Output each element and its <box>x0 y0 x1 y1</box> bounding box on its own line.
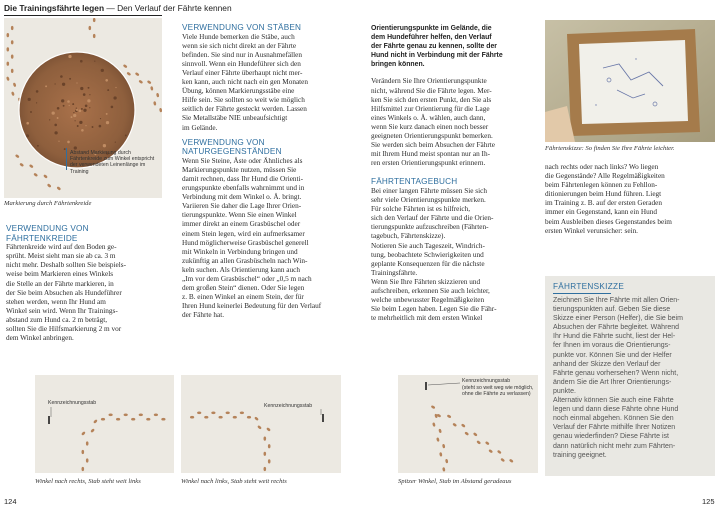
footprint <box>11 69 14 73</box>
footprint <box>93 18 96 22</box>
soil-speck <box>80 87 83 90</box>
text-line: tagebuch, Fährtenskizze). <box>371 232 446 241</box>
header-dash: — <box>106 3 115 13</box>
info-line: anhand der Skizze den Verlauf der <box>553 360 661 368</box>
info-line: noch einmal abgehen. Können Sie den <box>553 415 674 423</box>
soil-speck <box>67 141 70 144</box>
text-line: der Fährte hat. <box>182 311 225 320</box>
figure-3-label: Kennzeichnungsstab <box>462 378 511 384</box>
info-box-rule <box>553 293 611 294</box>
footprint <box>86 441 89 445</box>
text-line: wenn Sie kurz danach einen noch besser <box>371 122 489 131</box>
text-line: Für solche Fährten ist es hilfreich, <box>371 205 471 214</box>
info-box-faehrtenskizze <box>545 276 715 476</box>
text-line: keln suchen. Als Orientierung kann auch <box>182 265 300 274</box>
soil-speck <box>49 119 50 120</box>
soil-speck <box>89 94 90 95</box>
photo-sketch-board <box>545 20 715 142</box>
soil-speck <box>101 69 104 72</box>
text-line: Viele Hunde bemerken die Stäbe, auch <box>182 32 295 41</box>
footprint <box>82 467 85 471</box>
soil-speck <box>71 116 73 118</box>
info-line: Verlauf der Fährte mithilfe Ihrer Notizen <box>553 424 676 432</box>
soil-speck <box>54 131 57 134</box>
figure-2-diagram <box>181 375 341 473</box>
photo-caption-right: Fährtenskizze: So finden Sie Ihre Fährte leichter. <box>545 145 675 152</box>
header-rule <box>4 15 162 16</box>
text-line: befinden. Sie sind nur in Ausnahmefällen <box>182 50 303 59</box>
soil-speck <box>80 60 83 63</box>
text-line: sehr viele Orientierungspunkte merken. <box>371 196 486 205</box>
text-line: „Im vor dem Grasbüschel“ oder „0,5 m nach <box>182 275 312 284</box>
figure-winkel-rechts <box>35 375 174 473</box>
footprint <box>257 425 262 430</box>
footprint <box>438 429 442 434</box>
text-line: ken kann, auch nicht nach ein gen Monaten <box>182 78 309 87</box>
info-line: fer Ihnen im voraus die Orientierungs- <box>553 342 671 350</box>
text-line: Hund möglicherweise Grasbüschel generell <box>182 238 309 247</box>
photo-image-right <box>545 20 715 142</box>
text-line: sprüht. Meist sieht man sie ab ca. 3 m <box>6 252 116 261</box>
text-line: beim Ausbleiben dieses Gegenstandes beim <box>545 217 672 226</box>
footprint <box>485 441 490 446</box>
text-line: nicht, während Sie die Fährte legen. Mer- <box>371 86 492 95</box>
soil-speck <box>62 83 65 86</box>
column-3 <box>371 24 536 323</box>
soil-speck <box>52 111 55 114</box>
soil-speck <box>58 141 59 142</box>
text-line: der Sie beim Absuchen als Hundeführer <box>6 288 122 297</box>
text-line: geeigneten Orientierungspunkt bemerken. <box>371 132 493 141</box>
soil-speck <box>68 55 71 58</box>
footprint <box>93 34 96 38</box>
info-line: Absuchen der Fährte begleitet. Während <box>553 324 680 332</box>
text-line: Verändern Sie Ihre Orientierungspunkte <box>371 77 487 86</box>
text-line: tierungspunkte aufzuschreiben (Fährten- <box>371 223 489 232</box>
soil-speck <box>36 102 37 103</box>
text-line: Ihren Hund keinerlei Bedeutung für den Verlauf <box>182 302 322 311</box>
footprint <box>488 449 493 454</box>
text-line: Verlauf einer Fährte überhaupt nicht mer- <box>182 68 303 77</box>
soil-speck <box>115 142 116 143</box>
text-line: Wenn Sie Ihre Fährten skizzieren und <box>371 277 481 286</box>
page-number-left: 124 <box>4 497 17 506</box>
text-line: abstand zum Hund ca. 2 m beträgt, <box>6 315 108 324</box>
soil-speck <box>85 105 88 108</box>
text-line: Übung, können Markierungsstäbe eine <box>182 87 295 96</box>
col3-text-1 <box>371 77 536 168</box>
soil-speck <box>63 105 65 107</box>
text-line: sinnvoll. Wenn ein Hundeführer sich den <box>182 59 301 68</box>
figure-2-label: Kennzeichnungsstab <box>264 403 313 409</box>
text-line: nach rechts oder nach links? Wo liegen <box>545 163 659 171</box>
text-line: stehen werden, wenn Ihr Hund am <box>6 297 106 306</box>
footprint <box>464 431 469 436</box>
text-line: tierungspunkte. Wenn Sie einen Winkel <box>182 211 297 220</box>
soil-speck <box>76 82 77 83</box>
figure-1-label: Kennzeichnungsstab <box>48 400 97 406</box>
soil-speck <box>94 61 95 62</box>
annotation-line <box>66 148 67 170</box>
info-line: Alternativ können Sie auch eine Fährte <box>553 397 674 405</box>
soil-speck <box>26 122 29 125</box>
text-line: Verbindung mit dem Winkel o. Ä. bringt. <box>182 193 302 202</box>
soil-speck <box>99 125 102 128</box>
text-line: ken Sie sich den ersten Punkt, den Sie als <box>371 95 492 104</box>
svg-text:x: x <box>635 56 637 61</box>
text-line: aufschreiben, erkennen Sie auch leichter, <box>371 287 490 296</box>
soil-speck <box>81 129 84 132</box>
soil-speck <box>60 75 63 78</box>
footprint <box>436 437 440 442</box>
info-line: tierungspunkten auf. Geben Sie diese <box>553 306 671 314</box>
text-line: welche unbewusster Regelmäßigkeiten <box>371 296 485 305</box>
footprint <box>461 423 466 428</box>
text-line: weise beim Markieren eines Winkels <box>6 270 114 279</box>
footprint <box>264 467 267 471</box>
soil-speck <box>73 112 74 113</box>
soil-speck <box>113 96 116 99</box>
soil-speck <box>67 100 70 103</box>
text-line: ersten Winkel verunsicher: sein. <box>545 226 638 235</box>
text-line: ren ersten Orientierungspunkt erinnern. <box>371 159 486 168</box>
footprint <box>116 418 120 421</box>
heading-staebe: VERWENDUNG VON STÄBEN <box>182 23 302 32</box>
svg-text:x: x <box>595 102 597 107</box>
figure-3-note: (steht so weit weg wie möglich, ohne die Fährte zu verlassen) <box>462 385 534 398</box>
text-line: seitlich der Fährte gesteckt werden. Lassen <box>182 105 307 114</box>
footprint <box>439 452 442 457</box>
text-line: ditionierungen beim Hund führen. Liegt <box>545 190 662 199</box>
text-line: die Gegenstände? Alle Regelmäßigkeiten <box>545 172 665 181</box>
intro-line: Hund nicht in Verbindung mit der Fährte <box>371 52 503 60</box>
soil-speck <box>125 134 127 136</box>
info-line: Fährte genau vorhersehen? Wenn nicht, <box>553 369 679 377</box>
soil-speck <box>89 107 90 108</box>
footprint <box>500 458 505 463</box>
text-line: damit rechnen, dass Ihr Hund die Orienti- <box>182 175 303 183</box>
info-line: punkte. <box>553 387 576 395</box>
header-topic: Den Verlauf der Fährte kennen <box>117 3 232 13</box>
info-line: ändern Sie die Art Ihrer Orientierungs- <box>553 378 672 386</box>
col2-text-2 <box>182 157 344 321</box>
footprint <box>445 459 448 464</box>
soil-speck <box>79 121 82 124</box>
footprint <box>154 414 158 417</box>
soil-speck <box>57 107 60 110</box>
footprint <box>11 55 14 59</box>
soil-speck <box>106 113 108 115</box>
text-line: einem Stein legen, wird ein aufmerksamer <box>182 229 305 238</box>
info-line: genau wiederfinden? Diese Fährte ist <box>553 433 669 441</box>
soil-speck <box>30 111 32 113</box>
soil-speck <box>75 120 76 121</box>
col1-text <box>6 243 164 343</box>
running-header <box>4 3 232 13</box>
text-line: dem großen Stein“ dienen. Oder Sie legen <box>182 284 305 293</box>
soil-speck <box>54 124 57 127</box>
text-line: Bei einer langen Fährte müssen Sie sich <box>371 187 487 195</box>
text-line: tung, beobachtete Schwierigkeiten und <box>371 250 484 259</box>
page-number-right: 125 <box>702 497 715 506</box>
footprint <box>6 47 9 51</box>
text-line: eines Winkels o. Ä. wählen, auch dann, <box>371 113 486 122</box>
text-line: mit Ihrem Hund meist spontan nur an Ih- <box>371 150 490 159</box>
footprint <box>264 437 267 441</box>
col2-text-1 <box>182 33 344 133</box>
soil-speck <box>57 117 59 119</box>
soil-speck <box>37 145 39 147</box>
text-line: Wenn Sie Steine, Äste oder Ähnliches als <box>182 156 303 165</box>
footprint <box>254 416 259 421</box>
footprint <box>452 423 457 428</box>
column-1 <box>6 224 164 343</box>
footprint <box>86 458 89 462</box>
footprint <box>11 26 14 30</box>
footprint <box>89 26 92 30</box>
text-line: zukünftig an allen Grasbüscheln nach Win- <box>182 256 308 265</box>
footprint <box>81 431 86 436</box>
intro-line: dem Hundeführer helfen, den Verlauf <box>371 34 492 42</box>
text-line: erungspunkte ebenfalls wahrnimmt und in <box>182 184 305 193</box>
text-line: im Gelände. <box>182 123 218 132</box>
footprint <box>247 416 251 419</box>
soil-speck <box>36 90 39 93</box>
soil-speck <box>83 93 86 96</box>
footprint <box>197 412 201 415</box>
soil-speck <box>76 108 77 109</box>
text-line: sich den Verlauf der Fährte und die Orien- <box>371 214 494 223</box>
footprint <box>101 418 105 421</box>
info-line: Skizze einer Person (Helfer), die Sie beim <box>553 315 683 323</box>
footprint <box>190 416 194 419</box>
footprint <box>264 452 267 456</box>
figure-1-caption: Winkel nach rechts, Stab steht weit links <box>35 478 141 485</box>
info-box-title: FÄHRTENSKIZZE <box>553 282 625 291</box>
column-4 <box>545 163 715 236</box>
soil-speck <box>111 106 114 109</box>
column-2 <box>182 23 344 321</box>
soil-speck <box>105 79 108 82</box>
intro-line: Orientierungspunkte im Gelände, die <box>371 25 492 32</box>
heading-naturgegenstaende: VERWENDUNG VON NATURGEGENSTÄNDEN <box>182 137 282 157</box>
photo-caption-left: Markierung durch Fährtenkreide <box>4 200 92 207</box>
figure-1-diagram <box>35 375 174 473</box>
heading-faehrtentagebuch: FÄHRTENTAGEBUCH <box>371 177 458 187</box>
soil-speck <box>87 99 90 102</box>
soil-speck <box>61 99 64 102</box>
info-line: Ihr Hund die Fährte sucht, liest der Hel- <box>553 333 676 341</box>
footprint <box>82 450 85 454</box>
footprint <box>146 418 150 421</box>
footprint <box>161 418 165 421</box>
soil-speck <box>28 98 31 101</box>
footprint <box>473 432 478 437</box>
figure-3-caption: Spitzer Winkel, Stab im Abstand geradeaus <box>398 478 512 485</box>
text-line: Markierungspunkte nutzen, müssen Sie <box>182 165 297 174</box>
text-line: Notieren Sie auch Tageszeit, Windrich- <box>371 241 485 250</box>
soil-speck <box>92 126 94 128</box>
text-line: Sie Metallstäbe NIE unbeaufsichtigt <box>182 114 288 123</box>
soil-speck <box>69 105 70 106</box>
footprint <box>7 62 10 66</box>
soil-speck <box>100 118 101 119</box>
soil-speck <box>103 144 106 147</box>
footprint <box>90 428 95 433</box>
footprint <box>447 414 452 418</box>
heading-kreide: VERWENDUNG VON FÄHRTENKREIDE <box>6 224 89 243</box>
footprint <box>509 459 514 464</box>
text-line: Winkel sein wird. Wenn Ihr Trainings- <box>6 306 118 315</box>
text-line: mit Winkeln in Verbindung bringen und <box>182 247 298 256</box>
marker-stake <box>425 382 427 390</box>
text-line: immer ein Gegenstand, kann ein Hund <box>545 208 657 217</box>
soil-speck <box>76 109 78 111</box>
footprint <box>7 33 10 37</box>
footprint <box>204 416 208 419</box>
intro-line: der Fährte genau zu kennen, sollte der <box>371 43 497 51</box>
footprint <box>124 414 128 417</box>
header-chapter: Die Trainingsfährte legen <box>4 3 105 13</box>
soil-speck <box>106 121 109 124</box>
soil-speck <box>77 125 79 127</box>
col3-text-2 <box>371 187 536 323</box>
info-line: punkte vor. Können Sie und der Helfer <box>553 351 672 359</box>
info-line: training geeignet. <box>553 451 607 459</box>
soil-speck <box>73 114 76 117</box>
col3-intro <box>371 24 536 69</box>
footprint <box>442 467 445 472</box>
info-box-text <box>553 296 711 460</box>
soil-speck <box>115 87 116 88</box>
footprint <box>442 444 445 449</box>
info-line: Zeichnen Sie Ihre Fährte mit allen Orien- <box>553 297 680 304</box>
marker-stake <box>48 416 50 424</box>
text-line: geplante Konsequenzen für die nächste <box>371 259 485 268</box>
footprint <box>266 427 271 432</box>
footprint <box>233 416 237 419</box>
soil-speck <box>85 125 86 126</box>
text-line: Trainingsfährte. <box>371 268 418 277</box>
footprint <box>131 418 135 421</box>
soil-speck <box>83 109 86 112</box>
footprint <box>268 459 271 463</box>
footprint <box>432 422 436 427</box>
text-line: Sie werden sich beim Absuchen der Fährte <box>371 141 496 150</box>
text-line: Hilfsmittel zur Orientierung für die Lage <box>371 104 490 113</box>
photo-annotation: Abstand Markierung durch Fährtenkreide zum Winkel entspricht der verwendeten Leinenlänge im Training <box>70 150 155 175</box>
marker-stake <box>322 414 324 422</box>
footprint <box>240 412 244 415</box>
figure-winkel-links <box>181 375 341 473</box>
text-line: Fährtenkreide wird auf den Boden ge- <box>6 243 117 252</box>
label-leader <box>428 383 460 385</box>
footprint <box>219 416 223 419</box>
footprint <box>211 412 215 415</box>
soil-speck <box>79 110 82 113</box>
footprint <box>497 450 502 455</box>
footprint <box>226 412 230 415</box>
text-line: dem Winkel anbringen. <box>6 334 74 343</box>
text-line: sollten Sie die Hilfsmarkierung 2 m vor <box>6 325 122 334</box>
soil-speck <box>45 85 47 87</box>
soil-speck <box>55 83 56 84</box>
figure-2-caption: Winkel nach links, Stab steht weit rechts <box>181 478 287 485</box>
footprint <box>476 440 481 445</box>
text-line: immer direkt an einem Grasbüschel oder <box>182 220 301 229</box>
text-line: nicht mehr. Deshalb sollten Sie beispiels- <box>6 261 127 270</box>
soil-speck <box>107 89 109 91</box>
soil-speck <box>69 78 71 80</box>
soil-speck <box>81 108 83 110</box>
col4-text <box>545 163 715 236</box>
footprint <box>268 444 271 448</box>
footprint <box>139 414 143 417</box>
footprint <box>93 419 98 424</box>
intro-line: bringen können. <box>371 61 425 69</box>
info-line: legen und dann diese Fährte ohne Hund <box>553 406 679 414</box>
text-line: beim Fährtenlegen können zu Fehllon- <box>545 181 658 190</box>
text-line: te mehrheitlich mit dem ersten Winkel <box>371 314 483 323</box>
footprint <box>431 405 436 409</box>
text-line: im Training z. B. auf der ersten Geraden <box>545 199 662 208</box>
text-line: die Stelle an der Fährte markieren, in <box>6 279 114 288</box>
text-line: wenn sie sich nicht direkt an der Fährte <box>182 41 297 50</box>
text-line: Sie beim Legen haben. Legen Sie die Fähr- <box>371 305 497 314</box>
text-line: Hilfe sein. Sie sollten so weit wie möglich <box>182 96 305 105</box>
soil-speck <box>88 87 90 89</box>
text-line: Variieren Sie daher die Lage Ihrer Orien- <box>182 202 302 211</box>
text-line: z. B. einen Winkel an einem Stein, der für <box>182 293 304 302</box>
info-line: dann natürlich nicht mehr zum Fährten- <box>553 442 676 450</box>
soil-speck <box>72 103 74 105</box>
footprint <box>11 40 14 44</box>
footprint <box>109 414 113 417</box>
